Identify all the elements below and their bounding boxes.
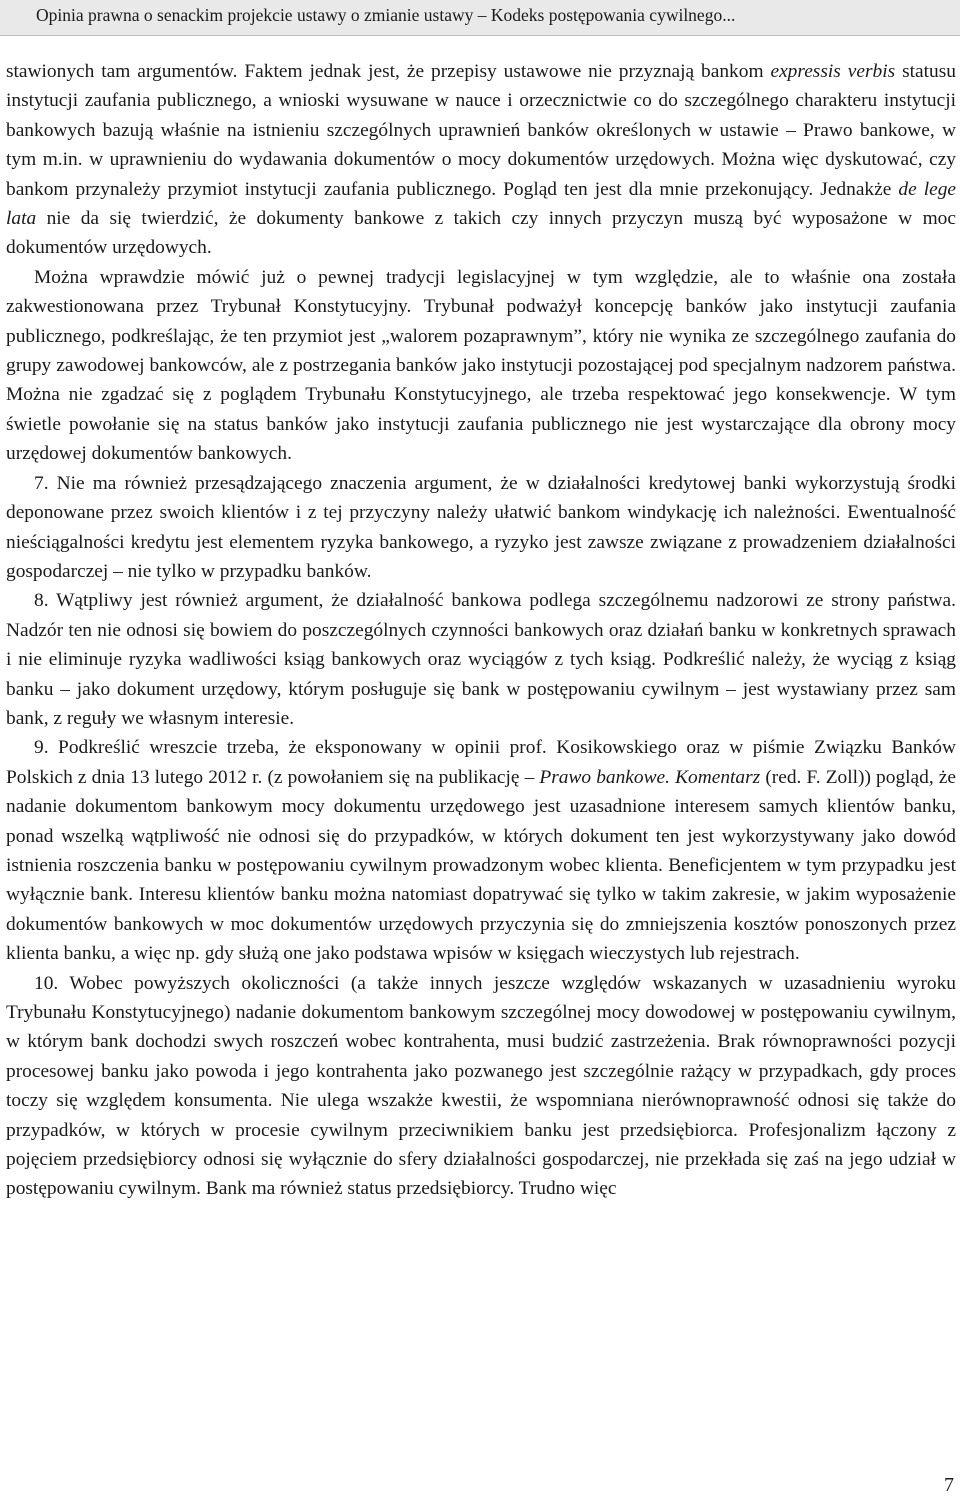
italic-phrase: de lege lata bbox=[6, 178, 956, 230]
text-run: stawionych tam argumentów. Faktem jednak jest, że przepisy ustawowe nie przyznają bankom bbox=[6, 61, 771, 82]
paragraph bbox=[6, 469, 956, 587]
paragraph bbox=[6, 969, 956, 1204]
page-number: 7 bbox=[944, 1474, 954, 1496]
text-run: nie da się twierdzić, że dokumenty bankowe z takich czy innych przyczyn muszą być wyposażone w moc dokumentów urzędowych. bbox=[6, 208, 956, 259]
text-run: (red. F. Zoll)) pogląd, że nadanie dokumentom bankowym mocy dokumentu urzędowego jest uzasadnione interesem samych klientów banku, ponad wszelką wątpliwość nie odnosi się do przypadków, w których dokument ten jest wykorzystywany jako dowód istnienia roszczenia banku w postępowaniu cywilnym prowadzonym wobec klienta. Beneficjentem w tym przypadku jest wyłącznie bank. Interesu klientów banku można natomiast dopatrywać się tylko w takim zakresie, w jakim wyposażenie dokumentów bankowych w moc dokumentów urzędowych przyczynia się do zmniejszenia kosztów ponoszonych przez klienta banku, a więc np. gdy służą one jako podstawa wpisów w księgach wieczystych lub rejestrach. bbox=[6, 766, 957, 965]
text-run: 9. Podkreślić wreszcie trzeba, że eksponowany w opinii prof. Kosikowskiego oraz w piśmie Związku Banków Polskich z dnia 13 lutego 2012 r. (z powołaniem się na publikację – bbox=[6, 737, 956, 788]
italic-phrase: expressis verbis bbox=[770, 61, 896, 82]
running-header bbox=[0, 0, 960, 36]
paragraph bbox=[6, 586, 956, 733]
text-run: 10. Wobec powyższych okoliczności (a także innych jeszcze względów wskazanych w uzasadnieniu wyroku Trybunału Konstytucyjnego) nadanie dokumentom bankowym szczególnej mocy dowodowej w postępowaniu cywilnym, w którym bank dochodzi swych roszczeń wobec kontrahenta, musi budzić zastrzeżenia. Brak równoprawności pozycji procesowej banku jako powoda i jego kontrahenta jako pozwanego jest szczególnie rażący w przypadkach, gdy proces toczy się względem konsumenta. Nie ulega wszakże kwestii, że wspomniana nierównoprawność odnosi się także do przypadków, w których w procesie cywilnym przeciwnikiem banku jest przedsiębiorca. Profesjonalizm łączony z pojęciem przedsiębiorcy odnosi się wyłącznie do sfery działalności gospodarczej, nie przekłada się zaś na jego udział w postępowaniu cywilnym. Bank ma również status przedsiębiorcy. Trudno więc bbox=[6, 972, 956, 1200]
body-text bbox=[6, 57, 956, 1204]
italic-phrase: Prawo bankowe. Komentarz bbox=[539, 766, 761, 788]
paragraph bbox=[6, 57, 956, 263]
text-run: 7. Nie ma również przesądzającego znaczenia argument, że w działalności kredytowej banki wykorzystują środki deponowane przez swoich klientów i z tej przyczyny należy ułatwić bankom windykację ich należności. Ewentualność nieściągalności kredytu jest elementem ryzyka bankowego, a ryzyko jest zawsze związane z prowadzeniem działalności gospodarczej – nie tylko w przypadku banków. bbox=[6, 472, 956, 582]
paragraph bbox=[6, 263, 956, 469]
paragraph bbox=[6, 733, 956, 968]
text-run: statusu instytucji zaufania publicznego, a wnioski wysuwane w nauce i orzecznictwie co do szczególnego charakteru instytucji bankowych bazują właśnie na istnieniu szczególnych uprawnień banków określonych w ustawie – Prawo bankowe, w tym m.in. w uprawnieniu do wydawania dokumentów o mocy dokumentów urzędowych. Można więc dyskutować, czy bankom przynależy przymiot instytucji zaufania publicznego. Pogląd ten jest dla mnie przekonujący. Jednakże bbox=[6, 61, 956, 200]
text-run: 8. Wątpliwy jest również argument, że działalność bankowa podlega szczególnemu nadzorowi ze strony państwa. Nadzór ten nie odnosi się bowiem do poszczególnych czynności bankowych oraz działań banku w konkretnych sprawach i nie eliminuje ryzyka wadliwości ksiąg bankowych oraz wyciągów z tych ksiąg. Podkreślić należy, że wyciąg z ksiąg banku – jako dokument urzędowy, którym posługuje się bank w postępowaniu cywilnym – jest wystawiany przez sam bank, z reguły we własnym interesie. bbox=[6, 590, 956, 729]
text-run: Można wprawdzie mówić już o pewnej tradycji legislacyjnej w tym względzie, ale to właśnie ona została zakwestionowana przez Trybunał Konstytucyjny. Trybunał podważył koncepcję banków jako instytucji zaufania publicznego, podkreślając, że ten przymiot jest „walorem pozaprawnym”, który nie wynika ze szczególnego zaufania do grupy zawodowej bankowców, ale z postrzegania banków jako instytucji pozostającej pod specjalnym nadzorem państwa. Można nie zgadzać się z poglądem Trybunału Konstytucyjnego, ale trzeba respektować jego konsekwencje. W tym świetle powołanie się na status banków jako instytucji zaufania publicznego nie jest wystarczające dla obrony mocy urzędowej dokumentów bankowych. bbox=[6, 266, 956, 465]
running-header-title: Opinia prawna o senackim projekcie ustawy o zmianie ustawy – Kodeks postępowania cywilnego... bbox=[36, 5, 736, 25]
